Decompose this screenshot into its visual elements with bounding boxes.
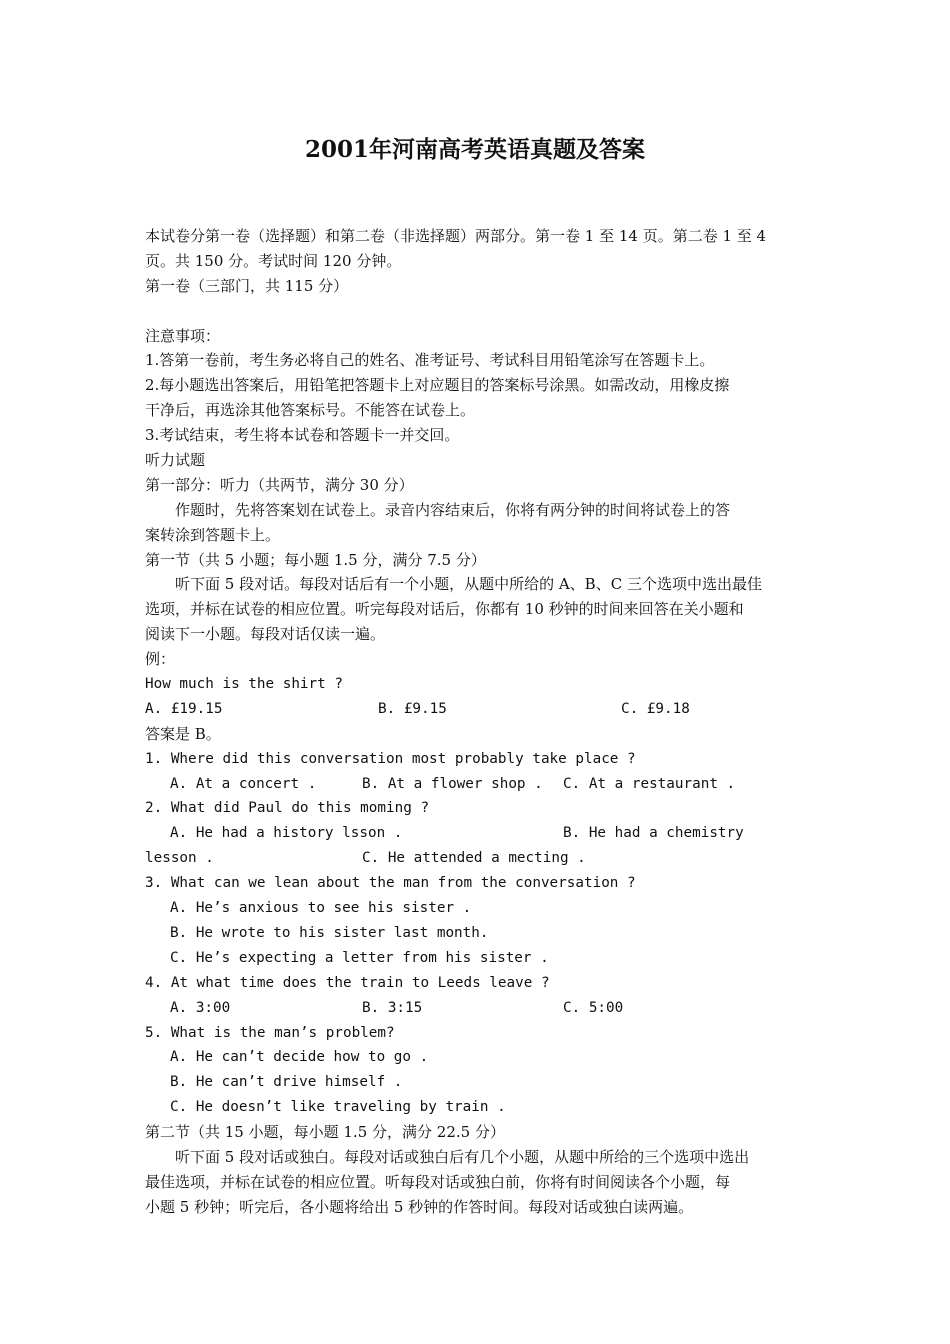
question-4: 4. At what time does the train to Leeds leave ? — [145, 974, 550, 991]
q2-option-c: C. He attended a mecting . — [362, 850, 586, 867]
notes-heading: 注意事项： — [145, 326, 221, 345]
part1-instructions-1: 作题时，先将答案划在试卷上。录音内容结束后，你将有两分钟的时间将试卷上的答 — [175, 500, 731, 519]
question-2-options — [145, 821, 815, 846]
section1-instructions-1: 听下面 5 段对话。每段对话后有一个小题，从题中所给的 A、B、C 三个选项中选出最佳 — [175, 575, 762, 594]
q1-option-b: B. At a flower shop . — [362, 775, 543, 792]
q5-option-a: A. He can’t decide how to go . — [170, 1049, 429, 1066]
note-3: 3.考试结束，考生将本试卷和答题卡一并交回。 — [145, 426, 460, 445]
intro-line-3: 第一卷（三部门，共 115 分） — [145, 276, 349, 295]
section2-heading: 第二节（共 15 小题，每小题 1.5 分，满分 22.5 分） — [145, 1123, 505, 1142]
question-5: 5. What is the man’s problem? — [145, 1024, 395, 1041]
intro-line-2: 页。共 150 分。考试时间 120 分钟。 — [145, 251, 402, 270]
part1-heading: 第一部分：听力（共两节，满分 30 分） — [145, 475, 414, 494]
q3-option-c: C. He’s expecting a letter from his sister . — [170, 949, 549, 966]
page-title: 2001年河南高考英语真题及答案 — [304, 136, 645, 163]
spacer — [145, 299, 815, 324]
intro-line-1: 本试卷分第一卷（选择题）和第二卷（非选择题）两部分。第一卷 1 至 14 页。第二卷 1 至 4 — [145, 227, 767, 245]
question-3: 3. What can we lean about the man from the conversation ? — [145, 875, 636, 892]
q5-option-b: B. He can’t drive himself . — [170, 1074, 403, 1091]
example-options — [145, 697, 815, 722]
section1-instructions-2: 选项，并标在试卷的相应位置。听完每段对话后，你都有 10 秒钟的时间来回答在关小题和 — [145, 600, 744, 619]
example-answer: 答案是 B。 — [145, 724, 221, 743]
question-1-options — [145, 772, 815, 797]
q1-option-c: C. At a restaurant . — [563, 775, 736, 792]
example-question: How much is the shirt ? — [145, 676, 343, 693]
example-option-c: C. £9.18 — [621, 700, 690, 717]
q5-option-c: C. He doesn’t like traveling by train . — [170, 1099, 506, 1116]
question-2-options-continued — [145, 846, 815, 871]
note-1: 1.答第一卷前，考生务必将自己的姓名、准考证号、考试科目用铅笔涂写在答题卡上。 — [145, 351, 715, 370]
question-2: 2. What did Paul do this moming ? — [145, 800, 430, 817]
note-2-continued: 干净后，再选涂其他答案标号。不能答在试卷上。 — [145, 401, 476, 420]
q1-option-a: A. At a concert . — [170, 775, 317, 792]
example-label: 例： — [145, 650, 176, 669]
question-4-options — [145, 996, 815, 1021]
example-option-b: B. £9.15 — [378, 700, 447, 717]
part1-instructions-2: 案转涂到答题卡上。 — [145, 525, 281, 544]
note-2: 2.每小题选出答案后，用铅笔把答题卡上对应题目的答案标号涂黑。如需改动，用橡皮擦 — [145, 376, 730, 395]
q3-option-b: B. He wrote to his sister last month. — [170, 924, 489, 941]
section2-instructions-2: 最佳选项，并标在试卷的相应位置。听每段对话或独白前，你将有时间阅读各个小题，每 — [145, 1172, 731, 1191]
section1-heading: 第一节（共 5 小题；每小题 1.5 分，满分 7.5 分） — [145, 550, 486, 569]
example-option-a: A. £19.15 — [145, 700, 223, 717]
document-body — [145, 224, 815, 1220]
q4-option-b: B. 3:15 — [362, 999, 423, 1016]
listening-heading: 听力试题 — [145, 451, 206, 470]
q4-option-a: A. 3:00 — [170, 999, 231, 1016]
q4-option-c: C. 5:00 — [563, 999, 624, 1016]
q3-option-a: A. He’s anxious to see his sister . — [170, 900, 472, 917]
section2-instructions-3: 小题 5 秒钟；听完后，各小题将给出 5 秒钟的作答时间。每段对话或独白读两遍。 — [145, 1197, 694, 1216]
q2-option-b-continued: lesson . — [145, 850, 214, 867]
q2-option-a: A. He had a history lsson . — [170, 825, 403, 842]
section1-instructions-3: 阅读下一小题。每段对话仅读一遍。 — [145, 625, 386, 644]
q2-option-b: B. He had a chemistry — [563, 825, 744, 842]
question-1: 1. Where did this conversation most probably take place ? — [145, 750, 636, 767]
section2-instructions-1: 听下面 5 段对话或独白。每段对话或独白后有几个小题，从题中所给的三个选项中选出 — [175, 1147, 750, 1166]
